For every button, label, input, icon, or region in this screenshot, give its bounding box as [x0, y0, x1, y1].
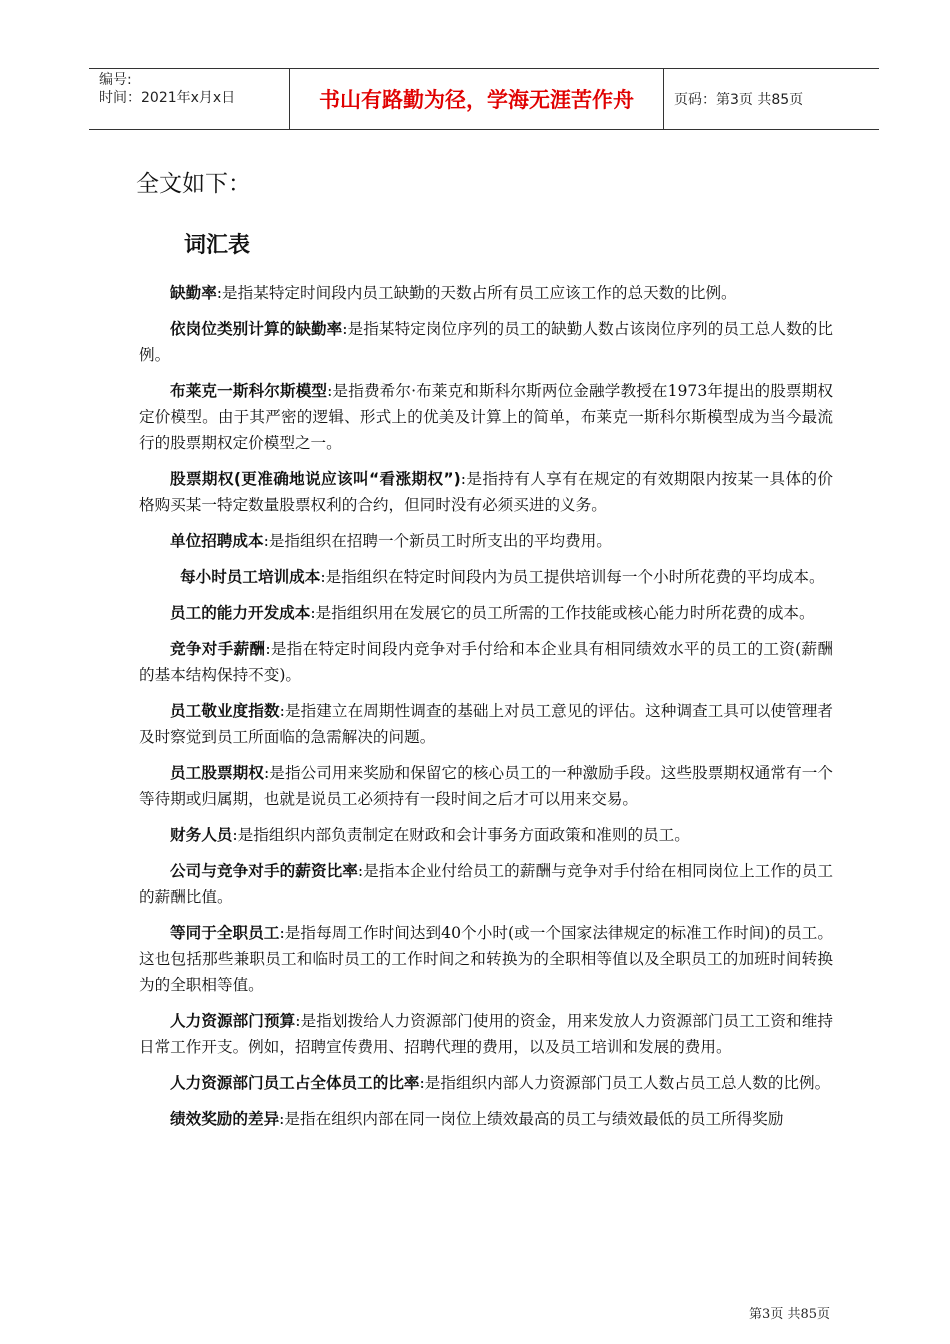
- glossary-term: 人力资源部门员工占全体员工的比率: [170, 1074, 420, 1092]
- glossary-term: 股票期权(更准确地说应该叫“看涨期权”): [170, 470, 461, 488]
- glossary-term: 竞争对手薪酬: [170, 640, 266, 658]
- glossary-entry: [139, 378, 833, 456]
- glossary-definition: :是指公司用来奖励和保留它的核心员工的一种激励手段。这些股票期权通常有一个等待期或归属期，也就是说员工必须持有一段时间之后才可以用来交易。: [139, 764, 833, 808]
- glossary-entry: [139, 564, 833, 590]
- glossary-entry: [139, 1106, 833, 1132]
- glossary-entry: [139, 316, 833, 368]
- glossary-entry: [139, 636, 833, 688]
- glossary-entry: [139, 698, 833, 750]
- glossary-entry: [139, 528, 833, 554]
- header-meta-cell: [89, 69, 289, 129]
- glossary-definition: :是指组织内部负责制定在财政和会计事务方面政策和准则的员工。: [232, 826, 690, 844]
- glossary-definition: :是指组织内部人力资源部门员工人数占员工总人数的比例。: [419, 1074, 831, 1092]
- glossary-entry: [139, 466, 833, 518]
- glossary-term: 依岗位类别计算的缺勤率: [170, 320, 343, 338]
- document-time-label: 时间：2021年x月x日: [99, 90, 236, 106]
- glossary-entry: [139, 760, 833, 812]
- glossary-definition: :是指持有人享有在规定的有效期限内按某一具体的价格购买某一特定数量股票权利的合约，但同时没有必须买进的义务。: [139, 470, 833, 514]
- glossary-definition: :是指某特定岗位序列的员工的缺勤人数占该岗位序列的员工总人数的比例。: [139, 320, 833, 364]
- heading-glossary: 词汇表: [184, 233, 251, 258]
- header-motto: 书山有路勤为径，学海无涯苦作舟: [289, 69, 664, 129]
- glossary-entry: [139, 858, 833, 910]
- glossary-definition: :是指费希尔·布莱克和斯科尔斯两位金融学教授在1973年提出的股票期权定价模型。由于其严密的逻辑、形式上的优美及计算上的简单，布莱克一斯科尔斯模型成为当今最流行的股票期权定价模型之一。: [139, 382, 833, 452]
- glossary-definition: :是指组织用在发展它的员工所需的工作技能或核心能力时所花费的成本。: [310, 604, 815, 622]
- document-number-label: 编号:: [99, 72, 132, 88]
- page-footer: 第3页 共85页: [749, 1307, 830, 1322]
- glossary-entry: [139, 920, 833, 998]
- glossary-definition: :是指本企业付给员工的薪酬与竞争对手付给在相同岗位上工作的员工的薪酬比值。: [139, 862, 833, 906]
- glossary-term: 员工敬业度指数: [170, 702, 280, 720]
- heading-full-text: 全文如下：: [136, 171, 251, 197]
- glossary-entry: [139, 1008, 833, 1060]
- header-page-code: 页码：第3页 共85页: [674, 92, 804, 108]
- glossary-definition: :是指每周工作时间达到40个小时(或一个国家法律规定的标准工作时间)的员工。这也包括那些兼职员工和临时员工的工作时间之和转换为的全职相等值以及全职员工的加班时间转换为的全职相等值。: [139, 924, 833, 994]
- header-table: [89, 68, 879, 130]
- glossary-definition: :是指划拨给人力资源部门使用的资金，用来发放人力资源部门员工工资和维持日常工作开支。例如，招聘宣传费用、招聘代理的费用，以及员工培训和发展的费用。: [139, 1012, 833, 1056]
- glossary-entry: [139, 600, 833, 626]
- glossary-definition: :是指某特定时间段内员工缺勤的天数占所有员工应该工作的总天数的比例。: [216, 284, 737, 302]
- glossary-definition: :是指组织在特定时间段内为员工提供培训每一个小时所花费的平均成本。: [320, 568, 825, 586]
- glossary-entry: [139, 822, 833, 848]
- glossary-term: 每小时员工培训成本: [180, 568, 321, 586]
- glossary-term: 人力资源部门预算: [170, 1012, 296, 1030]
- glossary-definition: :是指建立在周期性调查的基础上对员工意见的评估。这种调查工具可以使管理者及时察觉到员工所面临的急需解决的问题。: [139, 702, 833, 746]
- glossary-definition: :是指组织在招聘一个新员工时所支出的平均费用。: [263, 532, 612, 550]
- glossary-term: 公司与竞争对手的薪资比率: [170, 862, 358, 880]
- glossary-entry: [139, 1070, 833, 1096]
- glossary-term: 员工股票期权: [170, 764, 264, 782]
- glossary-term: 绩效奖励的差异: [170, 1110, 280, 1128]
- glossary-entry: [139, 280, 833, 306]
- glossary-term: 员工的能力开发成本: [170, 604, 311, 622]
- glossary-term: 财务人员: [170, 826, 233, 844]
- glossary-definition: :是指在组织内部在同一岗位上绩效最高的员工与绩效最低的员工所得奖励: [279, 1110, 784, 1128]
- glossary-term: 单位招聘成本: [170, 532, 264, 550]
- glossary-term: 布莱克一斯科尔斯模型: [170, 382, 328, 400]
- glossary-term: 缺勤率: [170, 284, 217, 302]
- glossary-term: 等同于全职员工: [170, 924, 280, 942]
- glossary-body: [139, 280, 833, 1142]
- glossary-definition: :是指在特定时间段内竞争对手付给和本企业具有相同绩效水平的员工的工资(薪酬的基本结构保持不变)。: [139, 640, 833, 684]
